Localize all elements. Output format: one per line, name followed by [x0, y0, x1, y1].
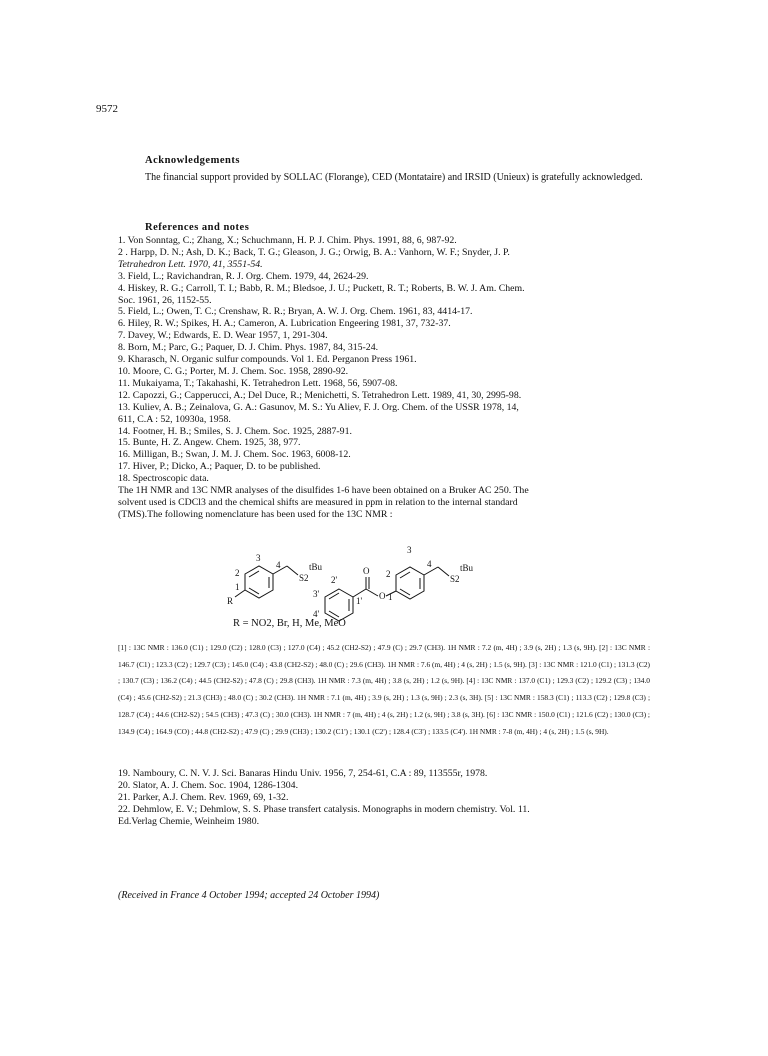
left-label-S2: S2 [299, 573, 309, 583]
left-label-4: 4 [276, 560, 281, 570]
acknowledgements-text: The financial support provided by SOLLAC (Florange), CED (Montataire) and IRSID (Unieux) is gratefully acknowledged. [145, 172, 643, 183]
ester-oxygen-label: O [379, 591, 386, 601]
reference-item: 21. Parker, A.J. Chem. Rev. 1969, 69, 1-32. [118, 791, 289, 803]
reference-item: 12. Capozzi, G.; Capperucci, A.; Del Duce, R.; Menichetti, S. Tetrahedron Lett. 1989, 41, 30, 2995-98. [118, 389, 522, 401]
reference-item: 17. Hiver, P.; Dicko, A.; Paquer, D. to be published. [118, 461, 321, 473]
nmr-intro-line: solvent used is CDCl3 and the chemical shifts are measured in ppm in relation to the internal standard [118, 496, 518, 508]
carbonyl-oxygen-label: O [363, 566, 370, 576]
reference-item: 7. Davey, W.; Edwards, E. D. Wear 1957, 1, 291-304. [118, 330, 328, 342]
reference-item: 13. Kuliev, A. B.; Zeinalova, G. A.: Gasunov, M. S.: Yu Aliev, F. J. Org. Chem. of the USSR 1978, 14, [118, 401, 519, 413]
reference-item: 11. Mukaiyama, T.; Takahashi, K. Tetrahedron Lett. 1968, 56, 5907-08. [118, 377, 398, 389]
reference-item: 16. Milligan, B.; Swan, J. M. J. Chem. Soc. 1963, 6008-12. [118, 449, 351, 461]
right-label-tBu: tBu [460, 563, 474, 573]
right-label-S2: S2 [450, 574, 460, 584]
reference-item: Ed.Verlag Chemie, Weinheim 1980. [118, 815, 260, 827]
reference-item: 6. Hiley, R. W.; Spikes, H. A.; Cameron, A. Lubrication Engeering 1981, 37, 732-37. [118, 318, 451, 330]
reference-item: 19. Namboury, C. N. V. J. Sci. Banaras Hindu Univ. 1956, 7, 254-61, C.A : 89, 113555r, 1978. [118, 768, 488, 779]
acknowledgements-heading: Acknowledgements [145, 155, 240, 166]
nmr-intro-line: (TMS).The following nomenclature has been used for the 13C NMR : [118, 508, 393, 520]
reference-item: 611, C.A : 52, 10930a, 1958. [118, 413, 231, 425]
references-continued [118, 768, 658, 828]
reference-item: 2 . Harpp, D. N.; Ash, D. K.; Back, T. G.; Gleason, J. G.; Orwig, B. A.: Vanhorn, W. F.; Snyder, J. P. [118, 246, 510, 258]
reference-item: 9. Kharasch, N. Organic sulfur compounds. Vol 1. Ed. Perganon Press 1961. [118, 354, 417, 366]
right-label-2: 2 [386, 569, 391, 579]
reference-item: 4. Hiskey, R. G.; Carroll, T. I.; Babb, R. M.; Bledsoe, J. U.; Puckett, R. T.; Roberts, B. W. J. Am. Chem. [118, 282, 525, 294]
right-label-1prime: 1' [356, 596, 363, 606]
right-label-2prime: 2' [331, 575, 338, 585]
reference-item: 18. Spectroscopic data. [118, 473, 209, 485]
right-label-4prime: 4' [313, 609, 320, 619]
left-label-R: R [227, 596, 234, 606]
right-label-3prime: 3' [313, 589, 320, 599]
reference-item: Tetrahedron Lett. 1970, 41, 3551-54. [118, 258, 263, 270]
reference-item: 10. Moore, C. G.; Porter, M. J. Chem. Soc. 1958, 2890-92. [118, 365, 349, 377]
received-note: (Received in France 4 October 1994; accepted 24 October 1994) [118, 890, 380, 901]
references-heading: References and notes [145, 222, 250, 233]
left-label-3: 3 [256, 553, 261, 563]
nmr-intro-line: The 1H NMR and 13C NMR analyses of the disulfides 1-6 have been obtained on a Bruker AC 250. The [118, 485, 529, 497]
page-number: 9572 [96, 103, 118, 115]
left-label-tBu: tBu [309, 562, 323, 572]
reference-item: 3. Field, L.; Ravichandran, R. J. Org. Chem. 1979, 44, 2624-29. [118, 270, 369, 282]
reference-item: 22. Dehmlow, E. V.; Dehmlow, S. S. Phase transfert catalysis. Monographs in modern chemistry. Vol. 11. [118, 803, 530, 815]
reference-item: 1. Von Sonntag, C.; Zhang, X.; Schuchmann, H. P. J. Chim. Phys. 1991, 88, 6, 987-92. [118, 235, 457, 246]
reference-item: 20. Slator, A. J. Chem. Soc. 1904, 1286-1304. [118, 779, 299, 791]
reference-item: Soc. 1961, 26, 1152-55. [118, 294, 212, 306]
left-label-2: 2 [235, 568, 240, 578]
reference-item: 15. Bunte, H. Z. Angew. Chem. 1925, 38, 977. [118, 437, 301, 449]
right-label-1: 1 [388, 592, 393, 602]
left-label-1: 1 [235, 582, 240, 592]
reference-item: 5. Field, L.; Owen, T. C.; Crenshaw, R. R.; Bryan, A. W. J. Org. Chem. 1961, 83, 4414-17. [118, 306, 473, 318]
reference-item: 14. Footner, H. B.; Smiles, S. J. Chem. Soc. 1925, 2887-91. [118, 425, 352, 437]
right-label-4: 4 [427, 559, 432, 569]
reference-item: 8. Born, M.; Parc, G.; Paquer, D. J. Chim. Phys. 1987, 84, 315-24. [118, 342, 379, 354]
right-label-3: 3 [407, 545, 412, 555]
nmr-data-block: [1] : 13C NMR : 136.0 (C1) ; 129.0 (C2) ; 128.0 (C3) ; 127.0 (C4) ; 45.2 (CH2-S2) ; 47.9 (C) ; 29.7 (CH3). 1H NMR : 7.2 (m, 4H) ; 3.9 (s, 2H) ; 1.3 (s, 9H). [2] : 13C NMR : 146.7 (C1) ; 123.3 (C2) ; 129.7 (C3) ; 145.0 (C4) ; 43.8 (CH2-S2) ; 48.0 (C) ; 29.6 (CH3). 1H NMR : 7.6 (m, 4H) ; 4 (s, 2H) ; 1.5 (s, 9H). [3] : 13C NMR : 121.0 (C1) ; 131.3 (C2) ; 130.7 (C3) ; 136.2 (C4) ; 44.5 (CH2-S2) ; 47.8 (C) ; 29.8 (CH3). 1H NMR : 7.3 (m, 4H) ; 3.8 (s, 2H) ; 1.2 (s, 9H). [4] : 13C NMR : 137.0 (C1) ; 129.3 (C2) ; 129.2 (C3) ; 134.0 (C4) ; 45.6 (CH2-S2) ; 21.3 (CH3) ; 48.0 (C) ; 30.2 (CH3). 1H NMR : 7.1 (m, 4H) ; 3.9 (s, 2H) ; 1.3 (s, 9H) ; 2.3 (s, 3H). [5] : 13C NMR : 158.3 (C1) ; 113.3 (C2) ; 129.8 (C3) ; 128.7 (C4) ; 44.6 (CH2-S2) ; 54.5 (CH3) ; 47.3 (C) ; 30.0 (CH3). 1H NMR : 7 (m, 4H) ; 4 (s, 2H) ; 1.2 (s, 9H) ; 3.8 (s, 3H). [6] : 13C NMR : 150.0 (C1) ; 121.6 (C2) ; 130.0 (C3) ; 134.9 (C4) ; 164.9 (CO) ; 44.8 (CH2-S2) ; 47.9 (C) ; 29.9 (CH3) ; 130.2 (C1') ; 130.1 (C2') ; 128.4 (C3') ; 133.5 (C4'). 1H NMR : 7-8 (m, 4H) ; 4 (s, 2H) ; 1.5 (s, 9H). [118, 643, 650, 736]
r-substituent-definition: R = NO2, Br, H, Me, MeO [233, 618, 346, 629]
